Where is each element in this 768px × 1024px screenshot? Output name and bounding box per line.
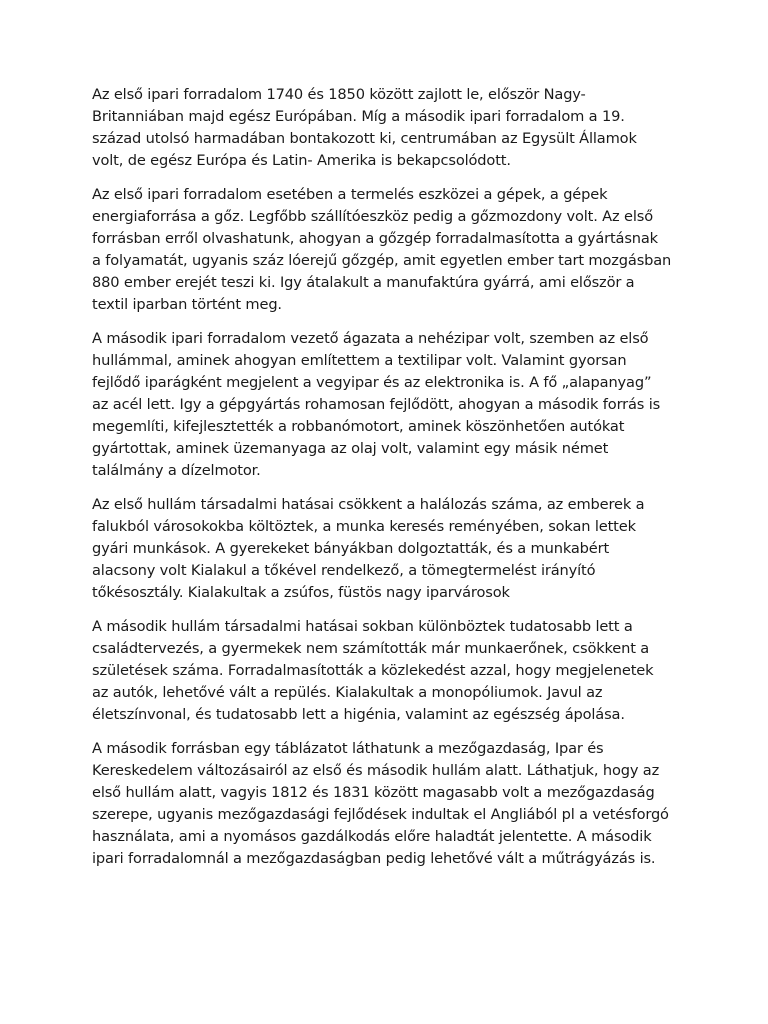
paragraph-5: A második hullám társadalmi hatásai sokban különböztek tudatosabb lett a családtervezés, a gyermekek nem számították már munkaerőnek, csökkent a születések száma. Forradalmasították a közlekedést azzal, hogy megjelenetek az autók, lehetővé vált a repülés. Kialakultak a monopóliumok. Javul az életszínvonal, és tudatosabb lett a higénia, valamint az egészség ápolása. xyxy=(92,618,654,723)
paragraph-4: Az első hullám társadalmi hatásai csökkent a halálozás száma, az emberek a falukból városokokba költöztek, a munka keresés reményében, sokan lettek gyári munkások. A gyerekeket bányákban dolgoztatták, és a munkabért alacsony volt Kialakul a tőkével rendelkező, a tömegtermelést irányító tőkésosztály. Kialakultak a zsúfos, füstös nagy iparvárosok xyxy=(92,496,645,601)
paragraph-6: A második forrásban egy táblázatot láthatunk a mezőgazdaság, Ipar és Kereskedelem változásairól az első és második hullám alatt. Láthatjuk, hogy az első hullám alatt, vagyis 1812 és 1831 között magasabb volt a mezőgazdaság szerepe, ugyanis mezőgazdasági fejlődések indultak el Angliából pl a vetésforgó használata, ami a nyomásos gazdálkodás előre haladtát jelentette. A második ipari forradalomnál a mezőgazdaságban pedig lehetővé vált a műtrágyázás is. xyxy=(92,740,669,867)
document-body xyxy=(92,84,692,882)
paragraph-1: Az első ipari forradalom 1740 és 1850 között zajlott le, először Nagy- Britanniában majd egész Európában. Míg a második ipari forradalom a 19. század utolsó harmadában bontakozott ki, centrumában az Egysült Államok volt, de egész Európa és Latin- Amerika is bekapcsolódott. xyxy=(92,86,637,169)
paragraph-2: Az első ipari forradalom esetében a termelés eszközei a gépek, a gépek energiaforrása a gőz. Legfőbb szállítóeszköz pedig a gőzmozdony volt. Az első forrásban erről olvashatunk, ahogyan a gőzgép forradalmasította a gyártásnak a folyamatát, ugyanis száz lóerejű gőzgép, amit egyetlen ember tart mozgásban 880 ember erejét teszi ki. Igy átalakult a manufaktúra gyárrá, ami először a textil iparban történt meg. xyxy=(92,186,672,313)
paragraph-3: A második ipari forradalom vezető ágazata a nehézipar volt, szemben az első hullámmal, aminek ahogyan említettem a textilipar volt. Valamint gyorsan fejlődő iparágként megjelent a vegyipar és az elektronika is. A fő „alapanyag” az acél lett. Igy a gépgyártás rohamosan fejlődött, ahogyan a második forrás is megemlíti, kifejlesztették a robbanómotort, aminek köszönhetően autókat gyártottak, aminek üzemanyaga az olaj volt, valamint egy másik német találmány a dízelmotor. xyxy=(92,330,661,479)
